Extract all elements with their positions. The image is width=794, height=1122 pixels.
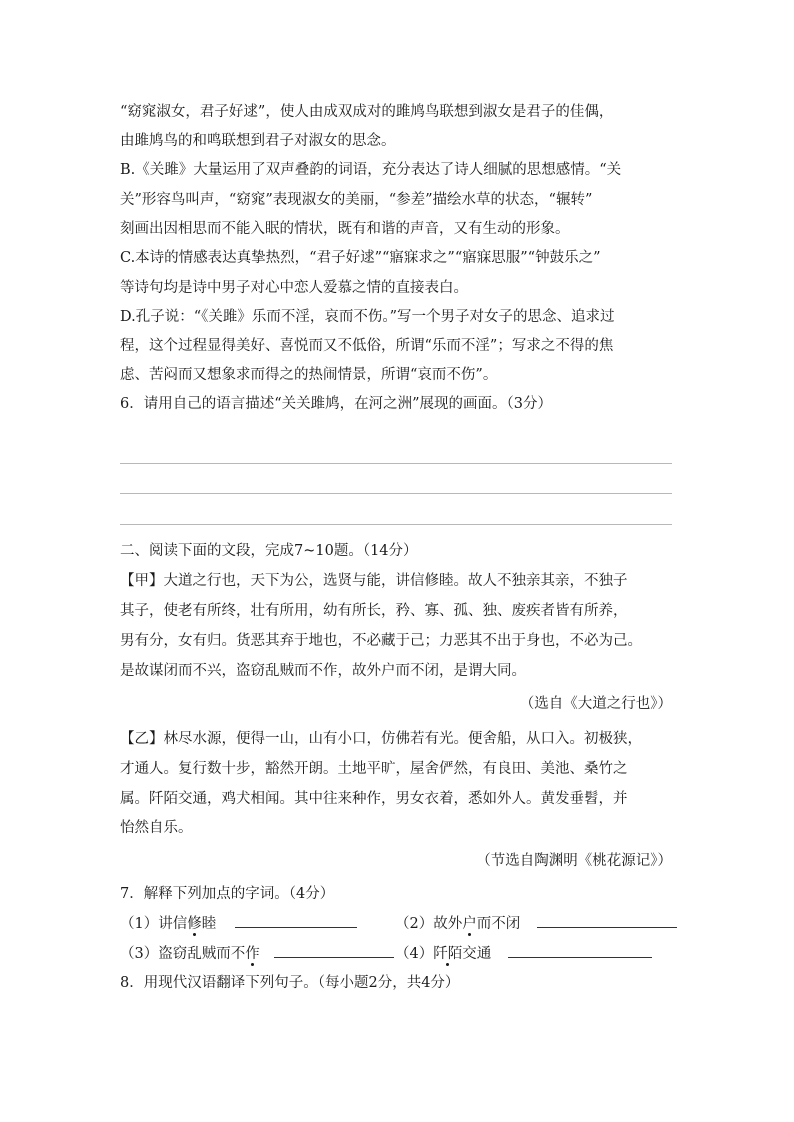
item-number: （4）	[395, 946, 434, 962]
item-number: （1）	[120, 916, 159, 932]
option-d-line-3: 虑、苦闷而又想象求而得之的热闹情景，所谓“哀而不伤”。	[120, 367, 498, 383]
answer-line-2[interactable]	[120, 493, 672, 494]
option-a-line-2: 由雎鸠鸟的和鸣联想到君子对淑女的思念。	[120, 133, 396, 149]
option-b-line-1: B.《关雎》大量运用了双声叠韵的词语，充分表达了诗人细腻的思想感情。“关	[120, 162, 622, 178]
item-number: （3）	[120, 946, 159, 962]
passage-yi-line-3: 属。阡陌交通，鸡犬相闻。其中往来种作，男女衣着，悉如外人。黄发垂髫，并	[120, 791, 628, 807]
option-c-line-1: C.本诗的情感表达真挚热烈，“君子好逑”“寤寐求之”“寤寐思服”“钟鼓乐之”	[120, 250, 601, 266]
answer-blank-4[interactable]	[508, 943, 652, 958]
answer-blank-1[interactable]	[235, 913, 357, 928]
option-d-line-1: D.孔子说：“《关雎》乐而不淫，哀而不伤。”写一个男子对女子的思念、追求过	[120, 309, 615, 325]
answer-blank-3[interactable]	[274, 943, 394, 958]
section-2-heading: 二、阅读下面的文段，完成7~10题。（14分）	[120, 543, 418, 559]
item-text: 故外	[433, 916, 463, 932]
item-text: 睦	[201, 916, 217, 932]
answer-blank-2[interactable]	[537, 913, 677, 928]
question-7-item-2	[395, 913, 677, 934]
item-number: （2）	[395, 916, 434, 932]
dotted-word: 修	[187, 916, 202, 932]
item-text: 讲信	[158, 916, 188, 932]
passage-yi-source: （节选自陶渊明《桃花源记》）	[476, 853, 672, 869]
question-8-stem: 8．用现代汉语翻译下列句子。（每小题2分，共4分）	[120, 975, 460, 991]
option-d-line-2: 程，这个过程显得美好、喜悦而又不低俗，所谓“乐而不淫”；写求之不得的焦	[120, 338, 614, 354]
passage-jia-line-4: 是故谋闭而不兴，盗窃乱贼而不作，故外户而不闭，是谓大同。	[120, 663, 526, 679]
answer-line-1[interactable]	[120, 463, 672, 464]
item-text: 盗窃乱贼而不	[158, 946, 246, 962]
answer-line-3[interactable]	[120, 524, 672, 525]
passage-jia-line-2: 其子，使老有所终，壮有所用，幼有所长，矜、寡、孤、独、废疾者皆有所养，	[120, 603, 628, 619]
question-7-item-4	[395, 943, 652, 964]
passage-jia-source: （选自《大道之行也》）	[519, 696, 672, 712]
passage-yi-line-2: 才通人。复行数十步，豁然开朗。土地平旷，屋舍俨然，有良田、美池、桑竹之	[120, 761, 628, 777]
passage-yi-line-1: 【乙】林尽水源，便得一山，山有小口，仿佛若有光。便舍船，从口入。初极狭，	[120, 731, 642, 747]
passage-yi-line-4: 怡然自乐。	[120, 820, 193, 836]
question-6-stem: 6．请用自己的语言描述“关关雎鸠，在河之洲”展现的画面。（3分）	[120, 396, 553, 412]
dotted-word: 阡陌	[433, 946, 463, 962]
option-a-line-1: “窈窕淑女，君子好逑”，使人由成双成对的雎鸠鸟联想到淑女是君子的佳偶，	[120, 104, 614, 120]
option-c-line-2: 等诗句均是诗中男子对心中恋人爱慕之情的直接表白。	[120, 280, 468, 296]
dotted-word: 作	[245, 946, 260, 962]
question-7-item-3	[120, 943, 394, 964]
dotted-word: 户	[462, 916, 477, 932]
passage-jia-line-1: 【甲】大道之行也，天下为公，选贤与能，讲信修睦。故人不独亲其亲，不独子	[120, 573, 628, 589]
item-text: 交通	[462, 946, 492, 962]
question-7-stem: 7．解释下列加点的字词。（4分）	[120, 886, 335, 902]
question-7-item-1	[120, 913, 357, 934]
option-b-line-3: 刻画出因相思而不能入眠的情状，既有和谐的声音，又有生动的形象。	[120, 221, 570, 237]
item-text: 而不闭	[476, 916, 521, 932]
option-b-line-2: 关”形容鸟叫声，“窈窕”表现淑女的美丽，“参差”描绘水草的状态，“辗转”	[120, 192, 593, 208]
passage-jia-line-3: 男有分，女有归。货恶其弃于地也，不必藏于己；力恶其不出于身也，不必为己。	[120, 633, 642, 649]
